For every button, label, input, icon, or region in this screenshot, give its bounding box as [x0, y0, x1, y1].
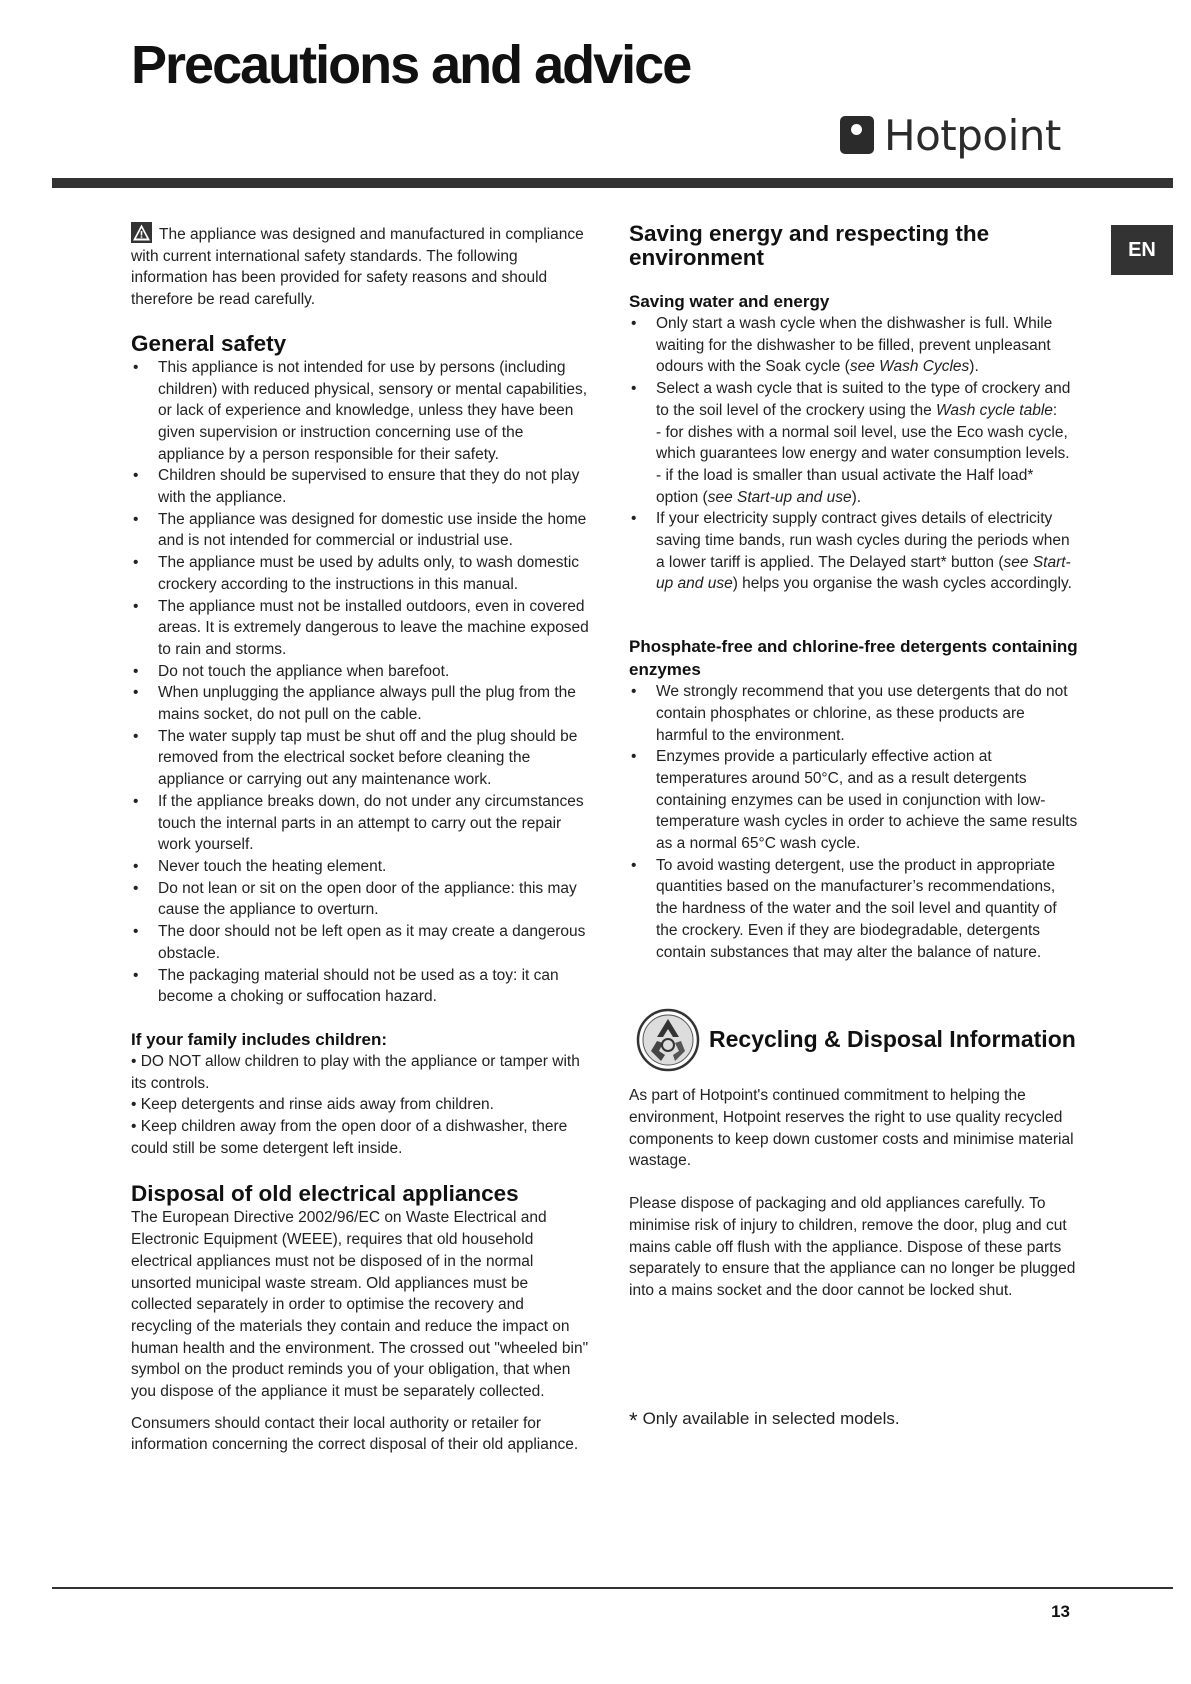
- disposal-paragraph: Consumers should contact their local authority or retailer for information concerning the correct disposal of their old appliance.: [131, 1414, 579, 1454]
- language-badge: EN: [1111, 225, 1173, 275]
- disposal-paragraph: The European Directive 2002/96/EC on Waste Electrical and Electronic Equipment (WEEE), requires that old household electrical appliances must not be disposed of in the normal unsorted municipal waste stream. Old appliances must be collected separately in order to optimise the recovery and recycling of the materials they contain and reduce the impact on human health and the environment. The crossed out "wheeled bin" symbol on the product reminds you of your obligation, that when you dispose of the appliance it must be separately collected.: [131, 1209, 589, 1401]
- water-energy-list: [629, 313, 1079, 595]
- list-item: [629, 313, 1079, 378]
- children-line: • Keep detergents and rinse aids away from children.: [131, 1096, 494, 1114]
- item-subtext: ).: [851, 488, 862, 506]
- children-line: • Keep children away from the open door of a dishwasher, there could still be some detergent left inside.: [131, 1118, 568, 1157]
- recycling-paragraph: Please dispose of packaging and old appliances carefully. To minimise risk of injury to children, remove the door, plug and cut mains cable off flush with the appliance. Dispose of these parts separately to ensure that the appliance can no longer be plugged into a mains socket and the door cannot be locked shut.: [629, 1195, 1076, 1299]
- recycling-heading: Recycling & Disposal Information: [709, 1026, 1076, 1053]
- list-item: • The packaging material should not be used as a toy: it can become a choking or suffocation hazard.: [131, 965, 589, 1008]
- footnote-star: *: [629, 1407, 638, 1433]
- list-item: • The water supply tap must be shut off and the plug should be removed from the electrical socket before cleaning the appliance or carrying out any maintenance work.: [131, 726, 589, 791]
- list-item: • Children should be supervised to ensure that they do not play with the appliance.: [131, 465, 589, 508]
- disposal-heading: Disposal of old electrical appliances: [131, 1181, 519, 1207]
- item-text: :: [1052, 401, 1058, 419]
- list-item: • The appliance must be used by adults only, to wash domestic crockery according to the instructions in this manual.: [131, 552, 589, 595]
- detergents-heading: Phosphate-free and chlorine-free detergents containing enzymes: [629, 637, 1078, 680]
- list-item: • Enzymes provide a particularly effective action at temperatures around 50°C, and as a result detergents containing enzymes can be used in conjunction with low-temperature wash cycles in order to achieve the same results as a normal 65°C wash cycle.: [629, 746, 1079, 855]
- brand-logo: [840, 110, 1061, 160]
- list-item: • The door should not be left open as it may create a dangerous obstacle.: [131, 921, 589, 964]
- right-column: [629, 222, 1079, 1431]
- footer-divider: [52, 1587, 1173, 1589]
- list-item: • This appliance is not intended for use by persons (including children) with reduced physical, sensory or mental capabilities, or lack of experience and knowledge, unless they have been given supervision or instruction concerning use of the appliance by a person responsible for their safety.: [131, 357, 589, 466]
- warning-icon: [131, 222, 152, 243]
- cross-reference: see Wash Cycles: [849, 358, 970, 376]
- recycling-icon: [635, 1007, 701, 1073]
- cross-reference: see Start-up and use: [656, 553, 1071, 593]
- item-subtext: - if the load is smaller than usual activate the Half load* option (: [656, 466, 1034, 506]
- item-text: Select a wash cycle that is suited to the type of crockery and to the soil level of the crockery using the: [656, 380, 1071, 419]
- intro-paragraph: [131, 222, 589, 311]
- brand-name: Hotpoint: [884, 110, 1061, 160]
- list-item: • We strongly recommend that you use detergents that do not contain phosphates or chlorine, as these products are harmful to the environment.: [629, 681, 1079, 746]
- list-item: • Do not lean or sit on the open door of the appliance: this may cause the appliance to overturn.: [131, 878, 589, 921]
- general-safety-list: [131, 357, 589, 1008]
- list-item: • The appliance was designed for domestic use inside the home and is not intended for commercial or industrial use.: [131, 509, 589, 552]
- general-safety-heading: General safety: [131, 330, 287, 356]
- list-item: • Do not touch the appliance when barefoot.: [131, 661, 589, 683]
- children-line: • DO NOT allow children to play with the appliance or tamper with its controls.: [131, 1052, 580, 1092]
- list-item: [629, 508, 1079, 595]
- hotpoint-logo-icon: [840, 116, 874, 154]
- page-title: Precautions and advice: [131, 35, 691, 95]
- children-heading: If your family includes children:: [131, 1029, 387, 1049]
- item-text: If your electricity supply contract gives details of electricity saving time bands, run wash cycles during the periods when a lower tariff is applied. The Delayed start* button (: [656, 510, 1070, 571]
- page-number: 13: [1051, 1602, 1070, 1621]
- item-text: ).: [969, 358, 979, 376]
- recycling-paragraph: As part of Hotpoint's continued commitment to helping the environment, Hotpoint reserves the right to use quality recycled components to keep down customer costs and minimise material wastage.: [629, 1087, 1074, 1170]
- list-item: • To avoid wasting detergent, use the product in appropriate quantities based on the manufacturer’s recommendations, the hardness of the water and the soil level and quantity of the crockery. Even if they are biodegradable, detergents contain substances that may alter the balance of nature.: [629, 855, 1079, 964]
- footnote: [629, 1408, 1079, 1432]
- detergents-list: [629, 681, 1079, 963]
- item-text: ) helps you organise the wash cycles accordingly.: [732, 575, 1072, 593]
- cross-reference: Wash cycle table: [936, 401, 1053, 419]
- list-item: [629, 378, 1079, 508]
- recycling-heading-row: [629, 1007, 1079, 1073]
- item-text: Only start a wash cycle when the dishwasher is full. While waiting for the dishwasher to be filled, prevent unpleasant odours with the Soak cycle (: [656, 315, 1053, 376]
- water-energy-heading: Saving water and energy: [629, 292, 830, 311]
- header-divider: [52, 178, 1173, 188]
- saving-heading: Saving energy and respecting the environment: [629, 221, 990, 270]
- intro-text: The appliance was designed and manufactured in compliance with current international safety standards. The following information has been provided for safety reasons and should therefore be read carefully.: [131, 226, 584, 309]
- left-column: [131, 222, 589, 1456]
- list-item: • When unplugging the appliance always pull the plug from the mains socket, do not pull on the cable.: [131, 682, 589, 725]
- item-subtext: - for dishes with a normal soil level, use the Eco wash cycle, which guarantees low energy and water consumption levels.: [656, 423, 1070, 463]
- list-item: • If the appliance breaks down, do not under any circumstances touch the internal parts in an attempt to carry out the repair work yourself.: [131, 791, 589, 856]
- cross-reference: see Start-up and use: [707, 488, 852, 506]
- list-item: • Never touch the heating element.: [131, 856, 589, 878]
- list-item: • The appliance must not be installed outdoors, even in covered areas. It is extremely dangerous to leave the machine exposed to rain and storms.: [131, 596, 589, 661]
- footnote-text: Only available in selected models.: [642, 1408, 900, 1428]
